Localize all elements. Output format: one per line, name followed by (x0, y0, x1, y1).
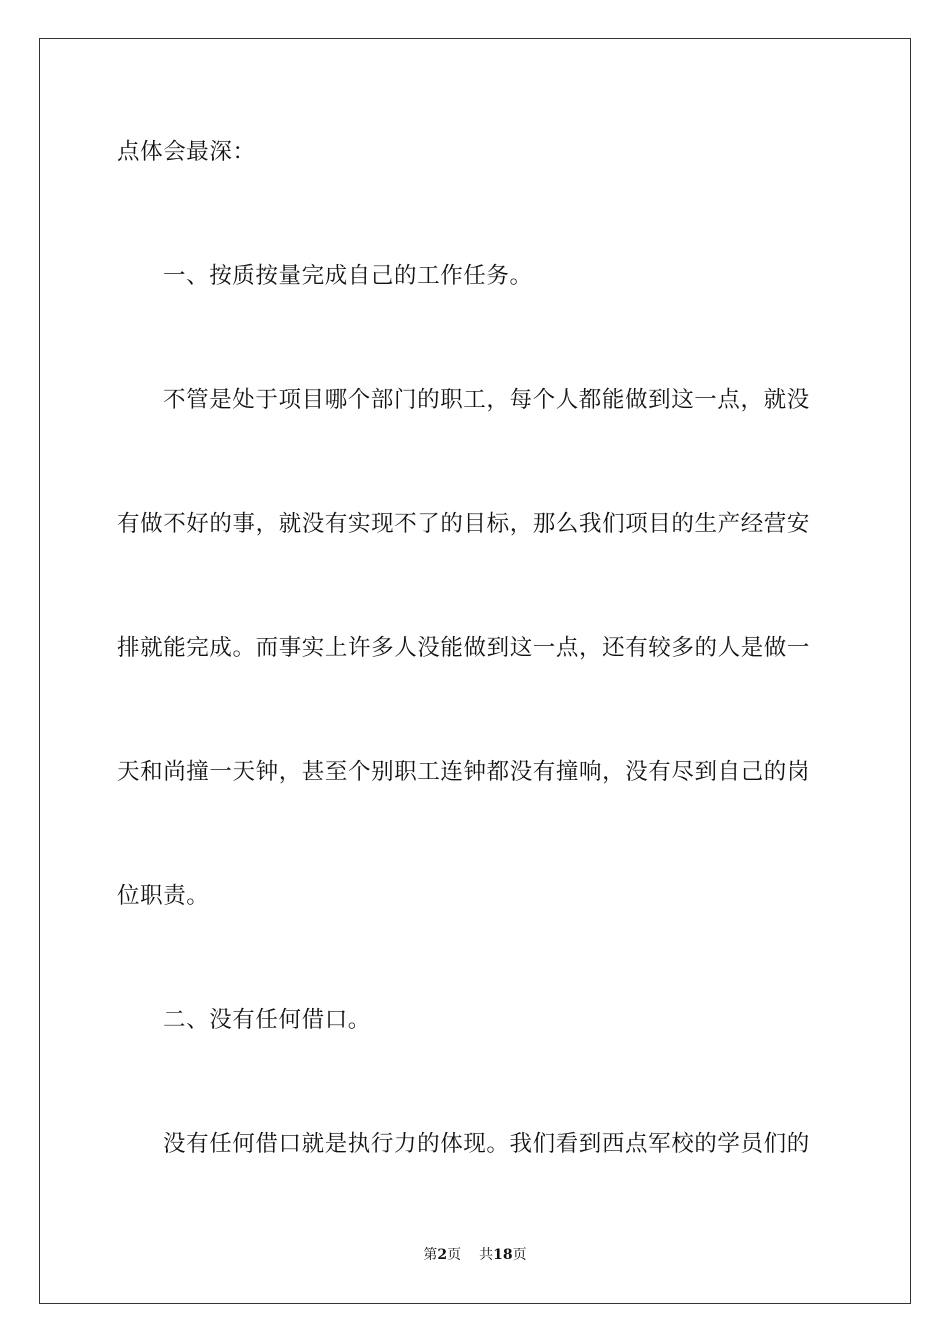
body-text-line: 不管是处于项目哪个部门的职工，每个人都能做到这一点，就没 (163, 387, 810, 413)
body-text-line: 排就能完成。而事实上许多人没能做到这一点，还有较多的人是做一 (117, 635, 811, 661)
page-footer (0, 1246, 950, 1264)
page-suffix: 页 (447, 1247, 462, 1263)
body-text-line: 没有任何借口就是执行力的体现。我们看到西点军校的学员们的 (163, 1131, 810, 1157)
body-text-line: 有做不好的事，就没有实现不了的目标，那么我们项目的生产经营安 (117, 511, 811, 537)
section-heading: 一、按质按量完成自己的工作任务。 (163, 263, 533, 289)
total-pages: 18 (493, 1247, 513, 1263)
body-text-line: 天和尚撞一天钟，甚至个别职工连钟都没有撞响，没有尽到自己的岗 (117, 759, 811, 785)
page-border (39, 38, 911, 1304)
body-text-line: 位职责。 (117, 883, 210, 909)
page-number: 2 (437, 1247, 448, 1263)
section-heading: 二、没有任何借口。 (163, 1007, 371, 1033)
total-suffix: 页 (512, 1247, 527, 1263)
total-prefix: 共 (479, 1247, 494, 1263)
page-prefix: 第 (423, 1247, 438, 1263)
body-text-line: 点体会最深： (117, 139, 256, 165)
